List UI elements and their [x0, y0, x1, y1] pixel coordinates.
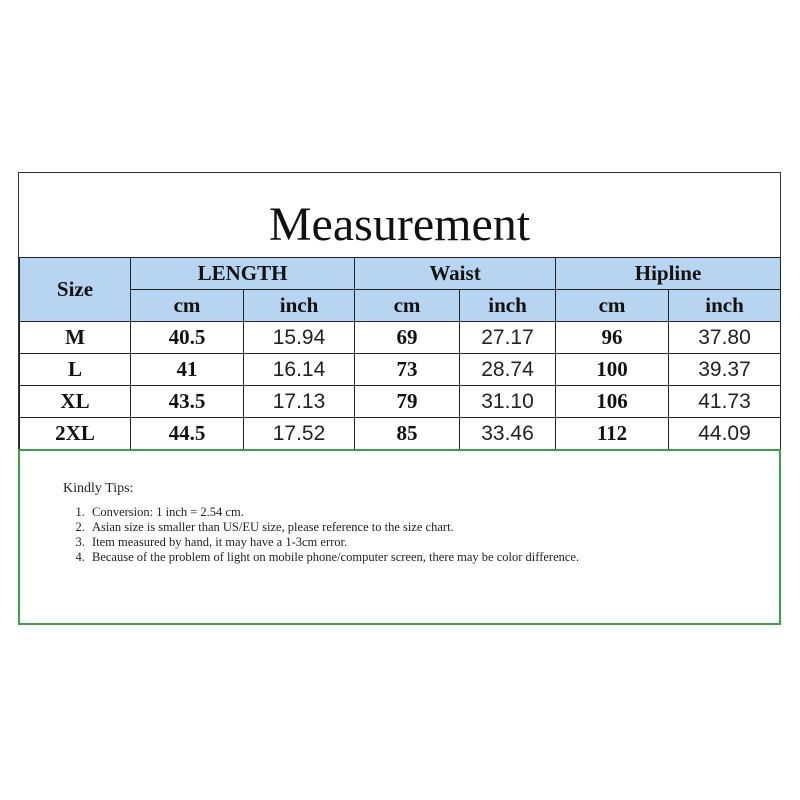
length-cm-cell: 43.5	[131, 386, 244, 418]
hipline-inch-cell: 37.80	[669, 322, 781, 354]
hipline-cm-cell: 96	[556, 322, 669, 354]
hipline-inch-cell: 44.09	[669, 418, 781, 450]
waist-cm-cell: 79	[355, 386, 460, 418]
unit-header: cm	[556, 290, 669, 322]
size-column-header: Size	[20, 258, 131, 322]
hipline-cm-cell: 100	[556, 354, 669, 386]
table-row	[20, 418, 781, 450]
waist-cm-cell: 73	[355, 354, 460, 386]
table-row	[20, 386, 781, 418]
waist-cm-cell: 69	[355, 322, 460, 354]
tip-item: 3. Item measured by hand, it may have a 1-3cm error.	[88, 535, 703, 550]
group-header-row	[20, 258, 781, 290]
size-cell: L	[20, 354, 131, 386]
measurement-chart	[18, 172, 781, 624]
hipline-inch-cell: 41.73	[669, 386, 781, 418]
length-cm-cell: 41	[131, 354, 244, 386]
unit-header: inch	[669, 290, 781, 322]
size-table	[19, 257, 781, 450]
waist-inch-cell: 27.17	[460, 322, 556, 354]
hipline-inch-cell: 39.37	[669, 354, 781, 386]
table-row	[20, 322, 781, 354]
size-cell: XL	[20, 386, 131, 418]
waist-group-header: Waist	[355, 258, 556, 290]
length-inch-cell: 15.94	[244, 322, 355, 354]
divider-line	[18, 449, 781, 451]
waist-inch-cell: 28.74	[460, 354, 556, 386]
tip-item: 2. Asian size is smaller than US/EU size, please reference to the size chart.	[88, 520, 703, 535]
hipline-cm-cell: 112	[556, 418, 669, 450]
unit-header: cm	[355, 290, 460, 322]
length-cm-cell: 44.5	[131, 418, 244, 450]
waist-inch-cell: 31.10	[460, 386, 556, 418]
page-title: Measurement	[268, 198, 531, 251]
tips-list	[63, 505, 703, 565]
tips-border-right	[779, 449, 781, 625]
unit-header-row	[20, 290, 781, 322]
hipline-group-header: Hipline	[556, 258, 781, 290]
divider-line	[18, 623, 781, 625]
tips-heading: Kindly Tips:	[63, 481, 134, 496]
tips-border-left	[18, 449, 20, 625]
length-group-header: LENGTH	[131, 258, 355, 290]
unit-header: cm	[131, 290, 244, 322]
unit-header: inch	[244, 290, 355, 322]
length-inch-cell: 16.14	[244, 354, 355, 386]
table-row	[20, 354, 781, 386]
unit-header: inch	[460, 290, 556, 322]
hipline-cm-cell: 106	[556, 386, 669, 418]
waist-inch-cell: 33.46	[460, 418, 556, 450]
length-inch-cell: 17.13	[244, 386, 355, 418]
size-cell: M	[20, 322, 131, 354]
waist-cm-cell: 85	[355, 418, 460, 450]
kindly-tips	[63, 481, 703, 565]
tip-item: 1. Conversion: 1 inch = 2.54 cm.	[88, 505, 703, 520]
tip-item: 4. Because of the problem of light on mobile phone/computer screen, there may be color difference.	[88, 550, 703, 565]
length-cm-cell: 40.5	[131, 322, 244, 354]
size-cell: 2XL	[20, 418, 131, 450]
length-inch-cell: 17.52	[244, 418, 355, 450]
